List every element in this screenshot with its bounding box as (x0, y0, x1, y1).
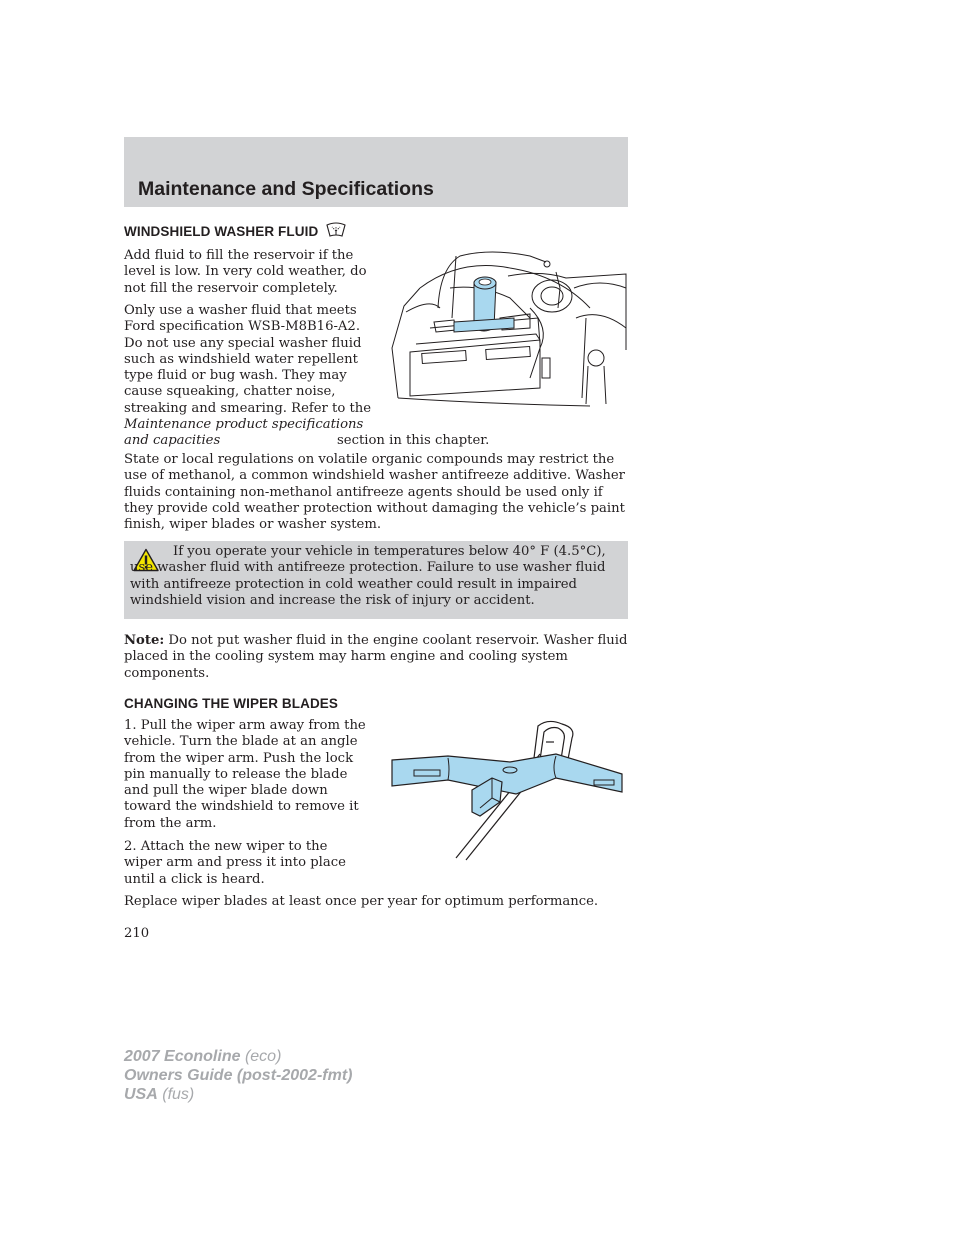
note-label: Note: (124, 633, 165, 648)
washer-fluid-heading-text: WINDSHIELD WASHER FLUID (124, 224, 319, 239)
washer-fluid-heading (124, 222, 347, 239)
capacities-reference: Maintenance product specifications and capacities (124, 417, 364, 449)
header-band (124, 137, 628, 207)
wiper-step-2: 2. Attach the new wiper to the wiper arm and press it into place until a click is heard. (124, 839, 346, 887)
wiper-step-1: 1. Pull the wiper arm away from the vehicle. Turn the blade at an angle from the wiper arm. Push the lock pin manually to release the blade and pull the wiper blade down toward the windshield to remove it from the arm. (124, 718, 366, 831)
footer-model: 2007 Econoline (124, 1048, 241, 1065)
footer-market-code: (fus) (162, 1086, 195, 1103)
footer-line-1 (124, 1047, 352, 1066)
note-paragraph (124, 633, 628, 682)
footer-market: USA (124, 1086, 158, 1103)
document-footer (124, 1047, 352, 1104)
footer-model-code: (eco) (244, 1048, 282, 1065)
washer-fluid-paragraph-2-text: Only use a washer fluid that meets Ford specification WSB-M8B16-A2. Do not use any special washer fluid such as windshield water repellent type fluid or bug wash. They may cause squeaking, chatter noise, streaking and smearing. Refer to the (124, 303, 372, 416)
replace-wiper-note: Replace wiper blades at least once per year for optimum performance. (124, 894, 599, 909)
footer-guide: Owners Guide (post-2002-fmt) (124, 1067, 353, 1084)
footer-line-2 (124, 1066, 352, 1085)
wiper-blade-illustration (390, 718, 626, 864)
footer-line-3 (124, 1085, 352, 1104)
warning-text (130, 544, 622, 609)
wiper-blades-heading: CHANGING THE WIPER BLADES (124, 696, 339, 711)
washer-fluid-paragraph-1: Add fluid to fill the reservoir if the level is low. In very cold weather, do not fill the reservoir completely. (124, 248, 367, 296)
note-text: Do not put washer fluid in the engine coolant reservoir. Washer fluid placed in the cooling system may harm engine and cooling system components. (124, 633, 628, 681)
warning-box (124, 541, 628, 619)
warning-text-body: If you operate your vehicle in temperatures below 40° F (4.5°C), use washer fluid with antifreeze protection. Failure to use washer fluid with antifreeze protection in cold weather could result in impaired windshield vision and increase the risk of injury or accident. (130, 544, 606, 608)
washer-reservoir-illustration (390, 248, 630, 410)
methanol-regulation-paragraph: State or local regulations on volatile organic compounds may restrict the use of methanol, a common windshield washer antifreeze additive. Washer fluids containing non-methanol antifreeze agents should be used only if they provide cold weather protection without damaging the vehicle’s paint finish, wiper blades or washer system. (124, 452, 625, 533)
page-title: Maintenance and Specifications (138, 178, 434, 200)
washer-fluid-paragraph-2-tail: section in this chapter. (337, 433, 490, 449)
page-number: 210 (124, 926, 150, 941)
washer-fluid-paragraph-2 (124, 303, 490, 450)
windshield-washer-icon (325, 222, 347, 239)
